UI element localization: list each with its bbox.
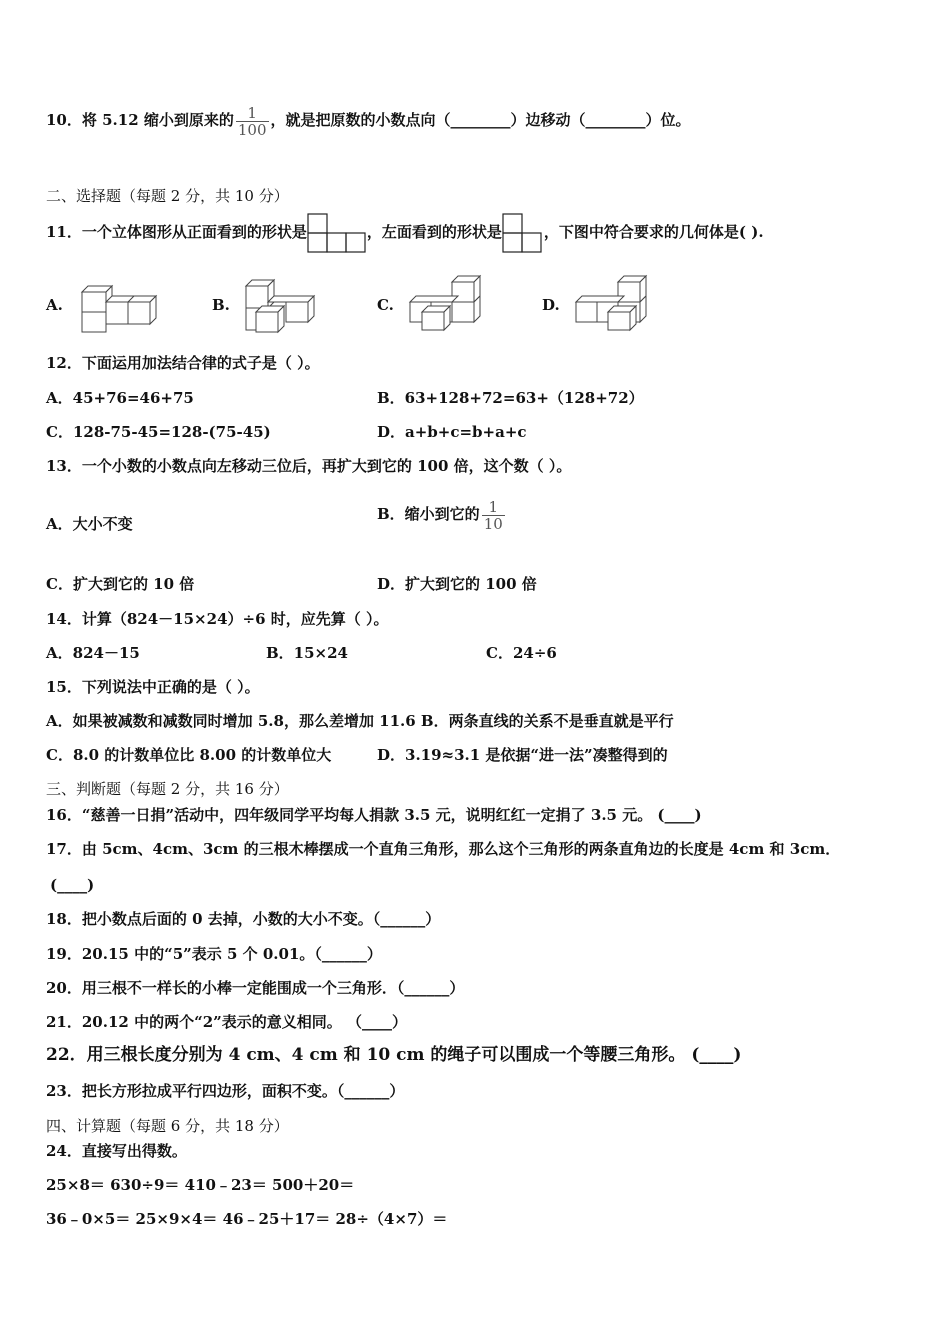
q11-option-b-figure xyxy=(242,278,318,336)
q13-option-b-text: B．缩小到它的 xyxy=(377,505,480,523)
question-24: 24．直接写出得数。 xyxy=(46,1142,187,1160)
q15-option-ab: A．如果被减数和减数同时增加 5.8，那么差增加 11.6 B．两条直线的关系不是垂直就是平行 xyxy=(46,712,674,730)
q14-option-a: A．824－15 xyxy=(46,644,140,662)
question-21: 21．20.12 中的两个“2”表示的意义相同。 （____） xyxy=(46,1013,407,1031)
question-23: 23．把长方形拉成平行四边形，面积不变。（______） xyxy=(46,1082,405,1100)
question-15-stem: 15．下列说法中正确的是（ ）。 xyxy=(46,678,260,696)
q13-option-c: C．扩大到它的 10 倍 xyxy=(46,575,195,593)
q11-option-c-label: C. xyxy=(377,296,394,314)
q13-option-a: A．大小不变 xyxy=(46,515,133,533)
q13-b-frac-numerator: 1 xyxy=(488,497,498,516)
question-10 xyxy=(46,100,691,140)
question-11 xyxy=(46,212,764,254)
left-view-figure xyxy=(502,212,544,254)
q15-option-d: D．3.19≈3.1 是依据“进一法”凑整得到的 xyxy=(377,746,668,764)
question-17-blank: (____) xyxy=(50,876,95,894)
q15-option-c: C．8.0 的计数单位比 8.00 的计数单位大 xyxy=(46,746,332,764)
q11-suffix: ，下图中符合要求的几何体是( ). xyxy=(543,223,764,241)
question-17: 17．由 5cm、4cm、3cm 的三根木棒摆成一个直角三角形，那么这个三角形的两条直角边的长度是 4cm 和 3cm． xyxy=(46,840,841,858)
section-2-heading: 二、选择题（每题 2 分，共 10 分） xyxy=(46,187,289,205)
question-12-stem: 12．下面运用加法结合律的式子是（ ）。 xyxy=(46,354,320,372)
section-3-heading: 三、判断题（每题 2 分，共 16 分） xyxy=(46,780,289,798)
q11-option-d-figure xyxy=(572,274,652,334)
q13-option-b xyxy=(377,494,507,534)
question-18: 18．把小数点后面的 0 去掉，小数的大小不变。（______） xyxy=(46,910,441,928)
q10-frac-denominator: 100 xyxy=(237,120,267,139)
q11-option-a-label: A. xyxy=(46,296,63,314)
q11-option-a-figure xyxy=(78,282,160,334)
q11-prefix: 11．一个立体图形从正面看到的形状是 xyxy=(46,223,307,241)
q14-option-c: C．24÷6 xyxy=(486,644,557,662)
q10-suffix: ，就是把原数的小数点向（________）边移动（________）位。 xyxy=(270,111,691,129)
calc-row-1: 25×8＝ 630÷9＝ 410﹣23＝ 500＋20＝ xyxy=(46,1176,355,1194)
question-13-stem: 13．一个小数的小数点向左移动三位后，再扩大到它的 100 倍，这个数（ ）。 xyxy=(46,457,572,475)
question-16: 16．“慈善一日捐”活动中，四年级同学平均每人捐款 3.5 元，说明红红一定捐了 3.5 元。 (____) xyxy=(46,806,702,824)
q11-option-c-figure xyxy=(406,274,486,334)
front-view-figure xyxy=(307,212,367,254)
q12-option-c: C．128-75-45=128-(75-45) xyxy=(46,423,271,441)
q10-fraction xyxy=(236,105,269,138)
q13-b-frac-denominator: 10 xyxy=(483,514,503,533)
section-4-heading: 四、计算题（每题 6 分，共 18 分） xyxy=(46,1117,289,1135)
q12-option-d: D．a+b+c=b+a+c xyxy=(377,423,527,441)
q11-option-b-label: B. xyxy=(212,296,230,314)
q11-middle: ，左面看到的形状是 xyxy=(366,223,502,241)
q12-option-b: B．63+128+72=63+（128+72） xyxy=(377,389,644,407)
q14-option-b: B．15×24 xyxy=(266,644,348,662)
q13-option-d: D．扩大到它的 100 倍 xyxy=(377,575,537,593)
question-22: 22．用三根长度分别为 4 cm、4 cm 和 10 cm 的绳子可以围成一个等腰三角形。 (____) xyxy=(46,1045,742,1065)
question-14-stem: 14．计算（824－15×24）÷6 时，应先算（ ）。 xyxy=(46,610,389,628)
calc-row-2: 36﹣0×5＝ 25×9×4＝ 46﹣25＋17＝ 28÷（4×7）＝ xyxy=(46,1210,448,1228)
question-20: 20．用三根不一样长的小棒一定能围成一个三角形．（______） xyxy=(46,979,465,997)
question-19: 19．20.15 中的“5”表示 5 个 0.01。（______） xyxy=(46,945,382,963)
q11-option-d-label: D. xyxy=(542,296,560,314)
q10-prefix: 10．将 5.12 缩小到原来的 xyxy=(46,111,234,129)
q10-frac-numerator: 1 xyxy=(247,103,257,122)
q12-option-a: A．45+76=46+75 xyxy=(46,389,194,407)
q13-b-fraction xyxy=(482,499,505,532)
